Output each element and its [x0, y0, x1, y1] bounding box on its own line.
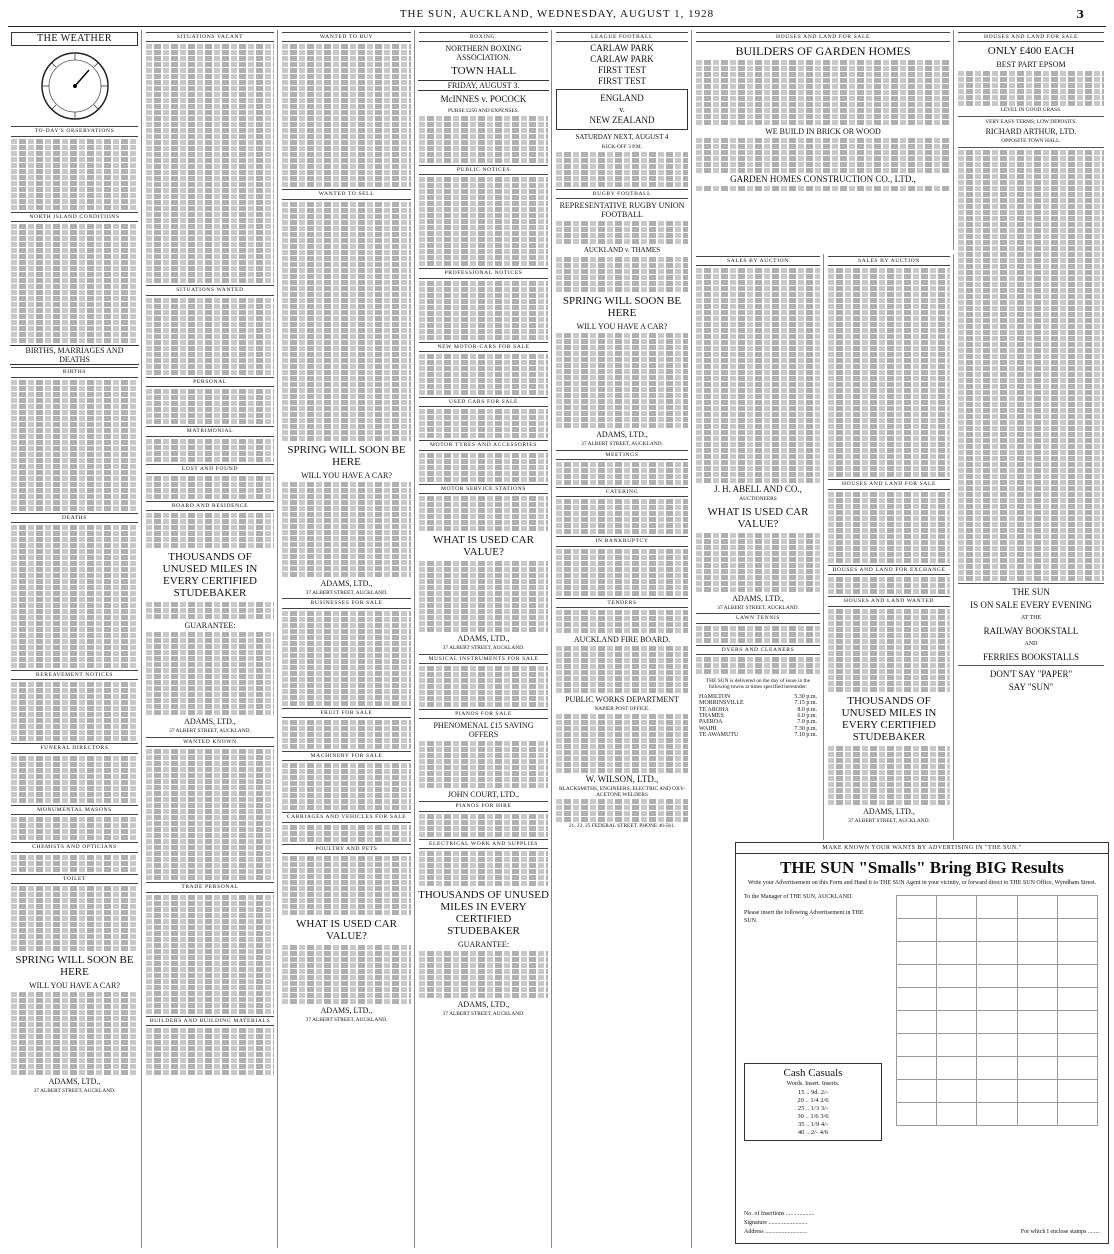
team-england: ENGLAND — [600, 93, 644, 104]
rate-row: 15 .. 9d. 2/- — [798, 1089, 828, 1096]
catering-heading: CATERING — [556, 487, 688, 497]
situations-vacant-heading: SITUATIONS VACANT — [146, 32, 274, 42]
versus: v. — [619, 105, 625, 115]
wilson-address: 21, 23, 25 FEDERAL STREET. PHONE 46-561. — [568, 823, 676, 830]
town-hall: TOWN HALL — [451, 65, 516, 78]
delivery-row — [699, 732, 817, 738]
adams-name: ADAMS, LTD., — [457, 634, 510, 644]
address-row — [744, 1228, 1100, 1237]
rates-header: Words. Insert. Inserts. — [786, 1081, 840, 1087]
cash-casuals-title: Cash Casuals — [783, 1067, 843, 1079]
rate-row: 40 .. 2/- 4/6 — [797, 1129, 829, 1136]
delivery-time: 7.0 p.m. — [797, 719, 817, 726]
builders-ad — [693, 30, 954, 250]
monumental-masons-heading: MONUMENTAL MASONS — [11, 805, 138, 815]
column-7 — [825, 254, 954, 840]
deaths-heading: DEATHS — [11, 513, 138, 523]
lost-found-heading: LOST AND FOUND — [146, 464, 274, 474]
and-label: AND — [1024, 640, 1038, 647]
rate-row: 35 .. 1/9 4/- — [797, 1121, 829, 1128]
rates-list — [748, 1089, 878, 1137]
masthead-title: THE SUN, AUCKLAND, WEDNESDAY, AUGUST 1, 1928 — [399, 8, 715, 20]
pianos-heading: PIANOS FOR SALE — [419, 709, 548, 719]
adams-name: ADAMS, LTD., — [457, 1000, 510, 1010]
professional-notices-heading: PROFESSIONAL NOTICES — [419, 268, 548, 278]
spring-ad-subtitle: WILL YOU HAVE A CAR? — [29, 981, 120, 991]
adams-name: ADAMS, LTD., — [184, 717, 236, 727]
poultry-heading: POULTRY AND PETS — [282, 844, 411, 854]
phenomenal-offer: PHENOMENAL £15 SAVING OFFERS — [433, 721, 534, 740]
funeral-directors-heading: FUNERAL DIRECTORS — [11, 743, 138, 753]
adams-address: 37 ALBERT STREET, AUCKLAND. — [717, 604, 799, 611]
only-400-each: ONLY £400 EACH — [987, 45, 1075, 58]
thousands-ad-title: THOUSANDS OF UNUSED MILES IN EVERY CERTIFIED STUDEBAKER — [418, 889, 549, 938]
adams-address: 37 ALBERT STREET, AUCKLAND. — [33, 1088, 116, 1095]
rugby-heading: RUGBY FOOTBALL — [556, 189, 688, 199]
personal-heading: PERSONAL — [146, 377, 274, 387]
delivery-town: HAMILTON — [699, 693, 731, 700]
north-island-heading: NORTH ISLAND CONDITIONS — [11, 212, 138, 222]
delivery-time: 8.0 p.m. — [797, 706, 817, 713]
boxing-date: FRIDAY, AUGUST 3. — [418, 80, 549, 91]
column-6 — [693, 254, 824, 840]
first-test-1: FIRST TEST — [598, 65, 646, 76]
boxing-fight: McINNES v. POCOCK — [440, 94, 527, 105]
matrimonial-heading: MATRIMONIAL — [146, 426, 274, 436]
motor-service-heading: MOTOR SERVICE STATIONS — [419, 484, 548, 494]
cash-casuals-box — [744, 1063, 882, 1141]
spring-ad-title: SPRING WILL SOON BE HERE — [287, 443, 406, 468]
delivery-town: THAMES — [699, 713, 724, 720]
delivery-time: 7.15 p.m. — [794, 700, 817, 707]
john-court: JOHN COURT, LTD., — [447, 790, 520, 800]
delivery-town: WAIHI — [699, 725, 717, 732]
carriages-heading: CARRIAGES AND VEHICLES FOR SALE — [282, 812, 411, 822]
adams-address: 37 ALBERT STREET, AUCKLAND. — [305, 1017, 388, 1024]
sales-auction-heading-2: SALES BY AUCTION — [828, 256, 950, 266]
bankruptcy-heading: IN BANKRUPTCY — [556, 536, 688, 546]
smalls-form — [735, 842, 1109, 1244]
sun-delivered-text: THE SUN is delivered on the day of issue in the following towns at times specified hereunder: — [705, 678, 811, 691]
rate-row: 30 .. 1/6 3/6 — [797, 1113, 829, 1120]
what-car-value-title: WHAT IS USED CAR VALUE? — [296, 918, 397, 943]
delivery-town: TE AROHA — [699, 706, 729, 713]
rep-rugby: REPRESENTATIVE RUGBY UNION FOOTBALL — [559, 201, 685, 220]
toilet-heading: TOILET — [11, 874, 138, 884]
rate-row: 20 .. 1/4 2/6 — [797, 1097, 829, 1104]
what-car-value-title: WHAT IS USED CAR VALUE? — [707, 505, 809, 530]
houses-land-heading-2: HOUSES AND LAND FOR SALE — [828, 479, 950, 489]
dyers-heading: DYERS AND CLEANERS — [696, 645, 820, 655]
masthead — [8, 6, 1106, 27]
wilson-name: W. WILSON, LTD., — [585, 773, 659, 784]
thousands-ad-title: THOUSANDS OF UNUSED MILES IN EVERY CERTIFIED STUDEBAKER — [162, 551, 258, 600]
team-new-zealand: NEW ZEALAND — [589, 115, 655, 126]
machinery-heading: MACHINERY FOR SALE — [282, 751, 411, 761]
richard-arthur: RICHARD ARTHUR, LTD. — [985, 127, 1077, 137]
kickoff-time: KICK-OFF 3 P.M. — [601, 144, 643, 151]
wilson-trade: BLACKSMITHS, ENGINEERS, ELECTRIC AND OXY-ACETONE WELDERS — [558, 785, 686, 799]
lawn-tennis-heading: LAWN TENNIS — [696, 613, 820, 623]
delivery-time: 7.10 p.m. — [794, 732, 817, 739]
births-marriages-deaths-heading: BIRTHS, MARRIAGES AND DEATHS — [10, 345, 139, 365]
wanted-to-sell-heading: WANTED TO SELL — [282, 189, 411, 199]
houses-land-heading: HOUSES AND LAND FOR SALE — [696, 32, 950, 42]
fruit-heading: FRUIT FOR SALE — [282, 708, 411, 718]
column-8 — [955, 30, 1107, 836]
delivery-time: 7.30 p.m. — [794, 725, 817, 732]
pianos-hire-heading: PIANOS FOR HIRE — [419, 801, 548, 811]
what-car-value-title: WHAT IS USED CAR VALUE? — [433, 534, 534, 559]
spring-ad-title: SPRING WILL SOON BE HERE — [15, 954, 134, 979]
column-4 — [416, 30, 552, 1248]
smalls-address-block — [744, 893, 874, 925]
column-5 — [553, 30, 692, 1248]
guarantee-label: GUARANTEE: — [184, 621, 236, 631]
adams-name: ADAMS, LTD., — [596, 430, 648, 440]
rate-row: 25 .. 1/3 3/- — [797, 1105, 829, 1112]
adams-address: 37 ALBERT STREET, AUCKLAND. — [442, 645, 525, 652]
adams-address: 37 ALBERT STREET, AUCKLAND. — [169, 728, 251, 735]
league-heading: LEAGUE FOOTBALL — [556, 32, 688, 42]
builders-garden-homes: BUILDERS OF GARDEN HOMES — [735, 44, 911, 59]
boxing-heading: BOXING. — [419, 32, 548, 42]
carlaw-park-1: CARLAW PARK — [590, 43, 654, 54]
smalls-subtitle: Write your Advertisement on this Form and Hand it to THE SUN Agent in your vicinity, or forward direct to THE SUN Office, Wyndham Street. — [747, 880, 1097, 886]
boxing-association: NORTHERN BOXING ASSOCIATION. — [445, 44, 522, 63]
used-cars-heading: USED CARS FOR SALE — [419, 397, 548, 407]
spring-ad-subtitle: WILL YOU HAVE A CAR? — [301, 470, 392, 480]
tenders-heading: TENDERS — [556, 598, 688, 608]
delivery-town: MORRINSVILLE — [699, 700, 744, 707]
businesses-heading: BUSINESSES FOR SALE — [282, 598, 411, 608]
spring-ad-title: SPRING WILL SOON BE HERE — [562, 295, 682, 320]
to-manager: To the Manager of THE SUN, AUCKLAND. — [744, 894, 853, 900]
delivery-town: PAEROA — [699, 719, 723, 726]
address-field[interactable]: Address ............................ — [744, 1229, 808, 1235]
adams-address: 37 ALBERT STREET, AUCKLAND. — [848, 817, 930, 824]
column-2 — [143, 30, 278, 1248]
please-insert: Please insert the following Advertisement in THE SUN. — [744, 910, 864, 924]
situations-wanted-heading: SITUATIONS WANTED — [146, 285, 274, 295]
advertisement-grid[interactable] — [896, 895, 1098, 1125]
trade-personal-heading: TRADE PERSONAL — [146, 882, 274, 892]
richard-address: OPPOSITE TOWN HALL. — [1001, 138, 1061, 145]
match-date: SATURDAY NEXT, AUGUST 4 — [575, 133, 669, 142]
births-heading: BIRTHS — [11, 367, 138, 377]
new-motor-cars-heading: NEW MOTOR-CARS FOR SALE — [419, 342, 548, 352]
board-heading: BOARD AND RESIDENCE — [146, 501, 274, 511]
chemists-heading: CHEMISTS AND OPTICIANS — [11, 842, 138, 852]
build-brick-wood: WE BUILD IN BRICK OR WOOD — [765, 127, 881, 137]
adams-address: 37 ALBERT STREET, AUCKLAND. — [581, 441, 663, 448]
adams-name: ADAMS, LTD., — [732, 593, 784, 603]
ferries-bookstalls: FERRIES BOOKSTALLS — [982, 651, 1080, 662]
best-part-epsom: BEST PART EPSOM — [996, 60, 1066, 70]
adams-name: ADAMS, LTD., — [320, 578, 373, 588]
delivery-town: TE AWAMUTU — [699, 732, 739, 739]
signature-field[interactable]: Signature .......................... — [744, 1220, 808, 1226]
adams-name: ADAMS, LTD., — [320, 1006, 373, 1016]
railway-bookstall: RAILWAY BOOKSTALL — [983, 625, 1079, 636]
say-sun: SAY "SUN" — [1008, 681, 1054, 692]
electrical-heading: ELECTRICAL WORK AND SUPPLIES — [419, 839, 548, 849]
england-nz-box — [556, 89, 688, 130]
adams-address: 37 ALBERT STREET, AUCKLAND. — [442, 1011, 525, 1018]
napier-post-office: NAPIER POST OFFICE. — [594, 706, 650, 713]
carlaw-park-2: CARLAW PARK — [590, 54, 654, 65]
jh-abell: J. H. ABELL AND CO., — [714, 484, 802, 495]
weather-heading: THE WEATHER — [11, 32, 138, 46]
motor-tyres-heading: MOTOR TYRES AND ACCESSORIES — [419, 440, 548, 450]
builders-materials-heading: BUILDERS AND BUILDING MATERIALS — [146, 1016, 274, 1026]
delivery-time: 6.0 p.m. — [797, 713, 817, 720]
houses-exchange-heading: HOUSES AND LAND FOR EXCHANGE — [828, 565, 950, 575]
houses-wanted-heading: HOUSES AND LAND WANTED — [828, 596, 950, 606]
barometer-dial-icon — [39, 50, 111, 122]
column-1 — [8, 30, 142, 1248]
at-the: AT THE — [1020, 614, 1042, 621]
column-3 — [279, 30, 415, 1248]
boxing-purse: PURSE £250 AND EXPENSES. — [448, 108, 519, 115]
sales-auction-heading: SALES BY AUCTION — [696, 256, 820, 266]
smalls-title: THE SUN "Smalls" Bring BIG Results — [780, 858, 1064, 877]
todays-observations-heading: TO-DAY'S OBSERVATIONS — [11, 126, 138, 136]
smalls-footer — [744, 1210, 1100, 1237]
insertions-field[interactable]: No. of Insertions ................... — [744, 1211, 815, 1217]
auckland-fire-board: AUCKLAND FIRE BOARD. — [573, 635, 671, 645]
sun-sale-every-evening: IS ON SALE EVERY EVENING — [970, 599, 1092, 610]
bereavement-heading: BEREAVEMENT NOTICES — [11, 670, 138, 680]
houses-land-heading-3: HOUSES AND LAND FOR SALE — [958, 32, 1104, 42]
wanted-known-heading: WANTED KNOWN — [146, 737, 274, 747]
wanted-to-buy-heading: WANTED TO BUY — [282, 32, 411, 42]
auckland-thames: AUCKLAND v. THAMES — [583, 246, 661, 255]
sun-sale-title: THE SUN — [1012, 586, 1050, 597]
adams-name: ADAMS, LTD., — [863, 806, 915, 816]
garden-homes-construction: GARDEN HOMES CONSTRUCTION CO., LTD., — [730, 174, 916, 185]
adams-name: ADAMS, LTD., — [48, 1077, 101, 1087]
enclose-stamps: For which I enclose stamps ........ — [1020, 1229, 1100, 1235]
easy-terms: VERY EASY TERMS; LOW DEPOSITS. — [985, 118, 1077, 125]
dont-say-paper: DON'T SAY "PAPER" — [989, 668, 1073, 679]
page-number: 3 — [1076, 8, 1084, 21]
smalls-banner: MAKE KNOWN YOUR WANTS BY ADVERTISING IN "THE SUN." — [736, 843, 1108, 854]
guarantee-label: GUARANTEE: — [457, 940, 510, 950]
thousands-ad-title: THOUSANDS OF UNUSED MILES IN EVERY CERTIFIED STUDEBAKER — [841, 694, 937, 743]
auctioneers-label: AUCTIONEERS — [739, 496, 777, 503]
public-works: PUBLIC WORKS DEPARTMENT — [565, 695, 679, 705]
delivery-time: 5.30 p.m. — [794, 693, 817, 700]
meetings-heading: MEETINGS — [556, 450, 688, 460]
public-notices-heading: PUBLIC NOTICES — [419, 165, 548, 175]
first-test-2: FIRST TEST — [598, 76, 646, 87]
spring-ad-subtitle: WILL YOU HAVE A CAR? — [576, 322, 668, 332]
level-grass: LEVEL IN GOOD GRASS. — [1000, 107, 1062, 114]
delivery-times-list — [693, 694, 823, 739]
adams-address: 37 ALBERT STREET, AUCKLAND. — [305, 589, 388, 596]
musical-heading: MUSICAL INSTRUMENTS FOR SALE — [419, 654, 548, 664]
